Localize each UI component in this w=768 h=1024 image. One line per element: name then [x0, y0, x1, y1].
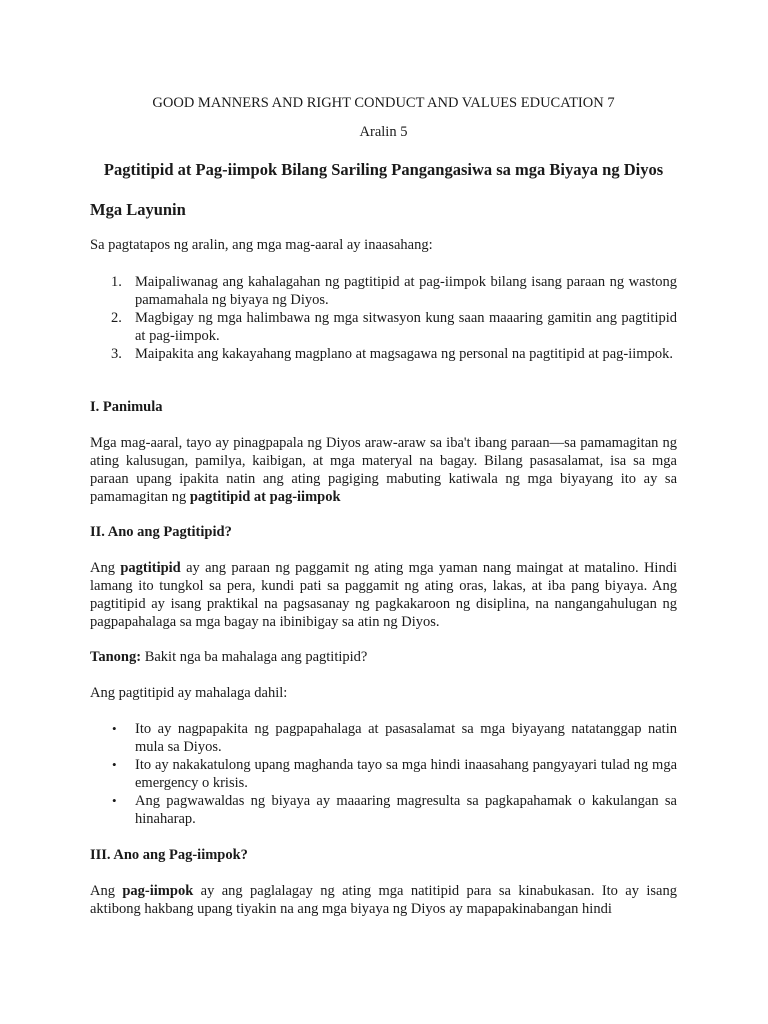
- section-heading-pagtitipid: II. Ano ang Pagtitipid?: [90, 524, 232, 540]
- pag-iimpok-lead: Ang: [90, 883, 123, 899]
- pag-iimpok-term: pag-iimpok: [122, 883, 194, 899]
- bullet-icon: •: [112, 721, 117, 736]
- reasons-intro: Ang pagtitipid ay mahalaga dahil:: [90, 685, 288, 701]
- section-heading-pag-iimpok: III. Ano ang Pag-iimpok?: [90, 847, 248, 863]
- reason-text: Ito ay nagpapakita ng pagpapahalaga at pasasalamat sa mga biyayang natatanggap natin mula sa Diyos.: [135, 721, 677, 755]
- panimula-paragraph: [90, 434, 677, 506]
- lesson-title: Pagtitipid at Pag-iimpok Bilang Sariling Pangangasiwa sa mga Biyaya ng Diyos: [103, 160, 664, 179]
- pagtitipid-lead: Ang: [90, 560, 121, 576]
- list-number: 3.: [111, 346, 122, 362]
- pagtitipid-paragraph: [90, 559, 677, 631]
- question-label: Tanong:: [90, 649, 142, 665]
- panimula-text: Mga mag-aaral, tayo ay pinagpapala ng Diyos araw-araw sa iba't ibang paraan—sa pamamagitan ng ating kalusugan, pamilya, kaibigan, at mga materyal na bagay. Bilang pasasalamat, isa sa mga paraan upang ipakita natin ang ating pagiging mabuting katiwala ng mga biyayang ito ay sa pamamagitan ng: [90, 435, 677, 505]
- panimula-emphasis: pagtitipid at pag-iimpok: [189, 489, 341, 505]
- bullet-icon: •: [112, 757, 117, 772]
- reasons-list: [90, 720, 677, 828]
- list-number: 1.: [111, 274, 122, 290]
- question-text: Bakit nga ba mahalaga ang pagtitipid?: [141, 649, 368, 665]
- objectives-list: [90, 273, 677, 363]
- objective-item: [90, 345, 677, 363]
- pagtitipid-definition: ay ang paraan ng paggamit ng ating mga yaman nang maingat at matalino. Hindi lamang ito tungkol sa pera, kundi pati sa paggamit ng ating oras, lakas, at iba pang biyaya. Ang pagtitipid ay isang praktikal na pagsasanay ng pagkakaroon ng disiplina, na nangangahulugan ng pagpapahalaga sa mga bagay na ibinibigay sa atin ng Diyos.: [90, 560, 677, 630]
- pag-iimpok-paragraph: [90, 882, 677, 918]
- reason-text: Ang pagwawaldas ng biyaya ay maaaring magresulta sa pagkapahamak o kakulangan sa hinaharap.: [135, 793, 677, 827]
- question-paragraph: [90, 648, 677, 666]
- reason-item: [90, 756, 677, 792]
- lesson-number: Aralin 5: [359, 124, 408, 140]
- bullet-icon: •: [112, 793, 117, 808]
- reason-item: [90, 720, 677, 756]
- objective-text: Magbigay ng mga halimbawa ng mga sitwasyon kung saan maaaring gamitin ang pagtitipid at pag-iimpok.: [135, 310, 677, 344]
- objective-text: Maipaliwanag ang kahalagahan ng pagtitipid at pag-iimpok bilang isang paraan ng wastong pamamahala ng biyaya ng Diyos.: [135, 274, 677, 308]
- objectives-heading: Mga Layunin: [90, 200, 186, 219]
- course-title: GOOD MANNERS AND RIGHT CONDUCT AND VALUES EDUCATION 7: [152, 95, 615, 111]
- pagtitipid-term: pagtitipid: [120, 560, 181, 576]
- objective-item: [90, 273, 677, 309]
- objective-item: [90, 309, 677, 345]
- section-heading-panimula: I. Panimula: [90, 399, 163, 415]
- pag-iimpok-definition: ay ang paglalagay ng ating mga natitipid para sa kinabukasan. Ito ay isang aktibong hakbang upang tiyakin na ang mga biyaya ng Diyos ay mapapakinabangan hindi: [90, 883, 677, 917]
- reason-text: Ito ay nakakatulong upang maghanda tayo sa mga hindi inaasahang pangyayari tulad ng mga emergency o krisis.: [135, 757, 677, 791]
- objective-text: Maipakita ang kakayahang magplano at magsagawa ng personal na pagtitipid at pag-iimpok.: [135, 346, 673, 362]
- list-number: 2.: [111, 310, 122, 326]
- objectives-intro: Sa pagtatapos ng aralin, ang mga mag-aaral ay inaasahang:: [90, 237, 433, 253]
- reason-item: [90, 792, 677, 828]
